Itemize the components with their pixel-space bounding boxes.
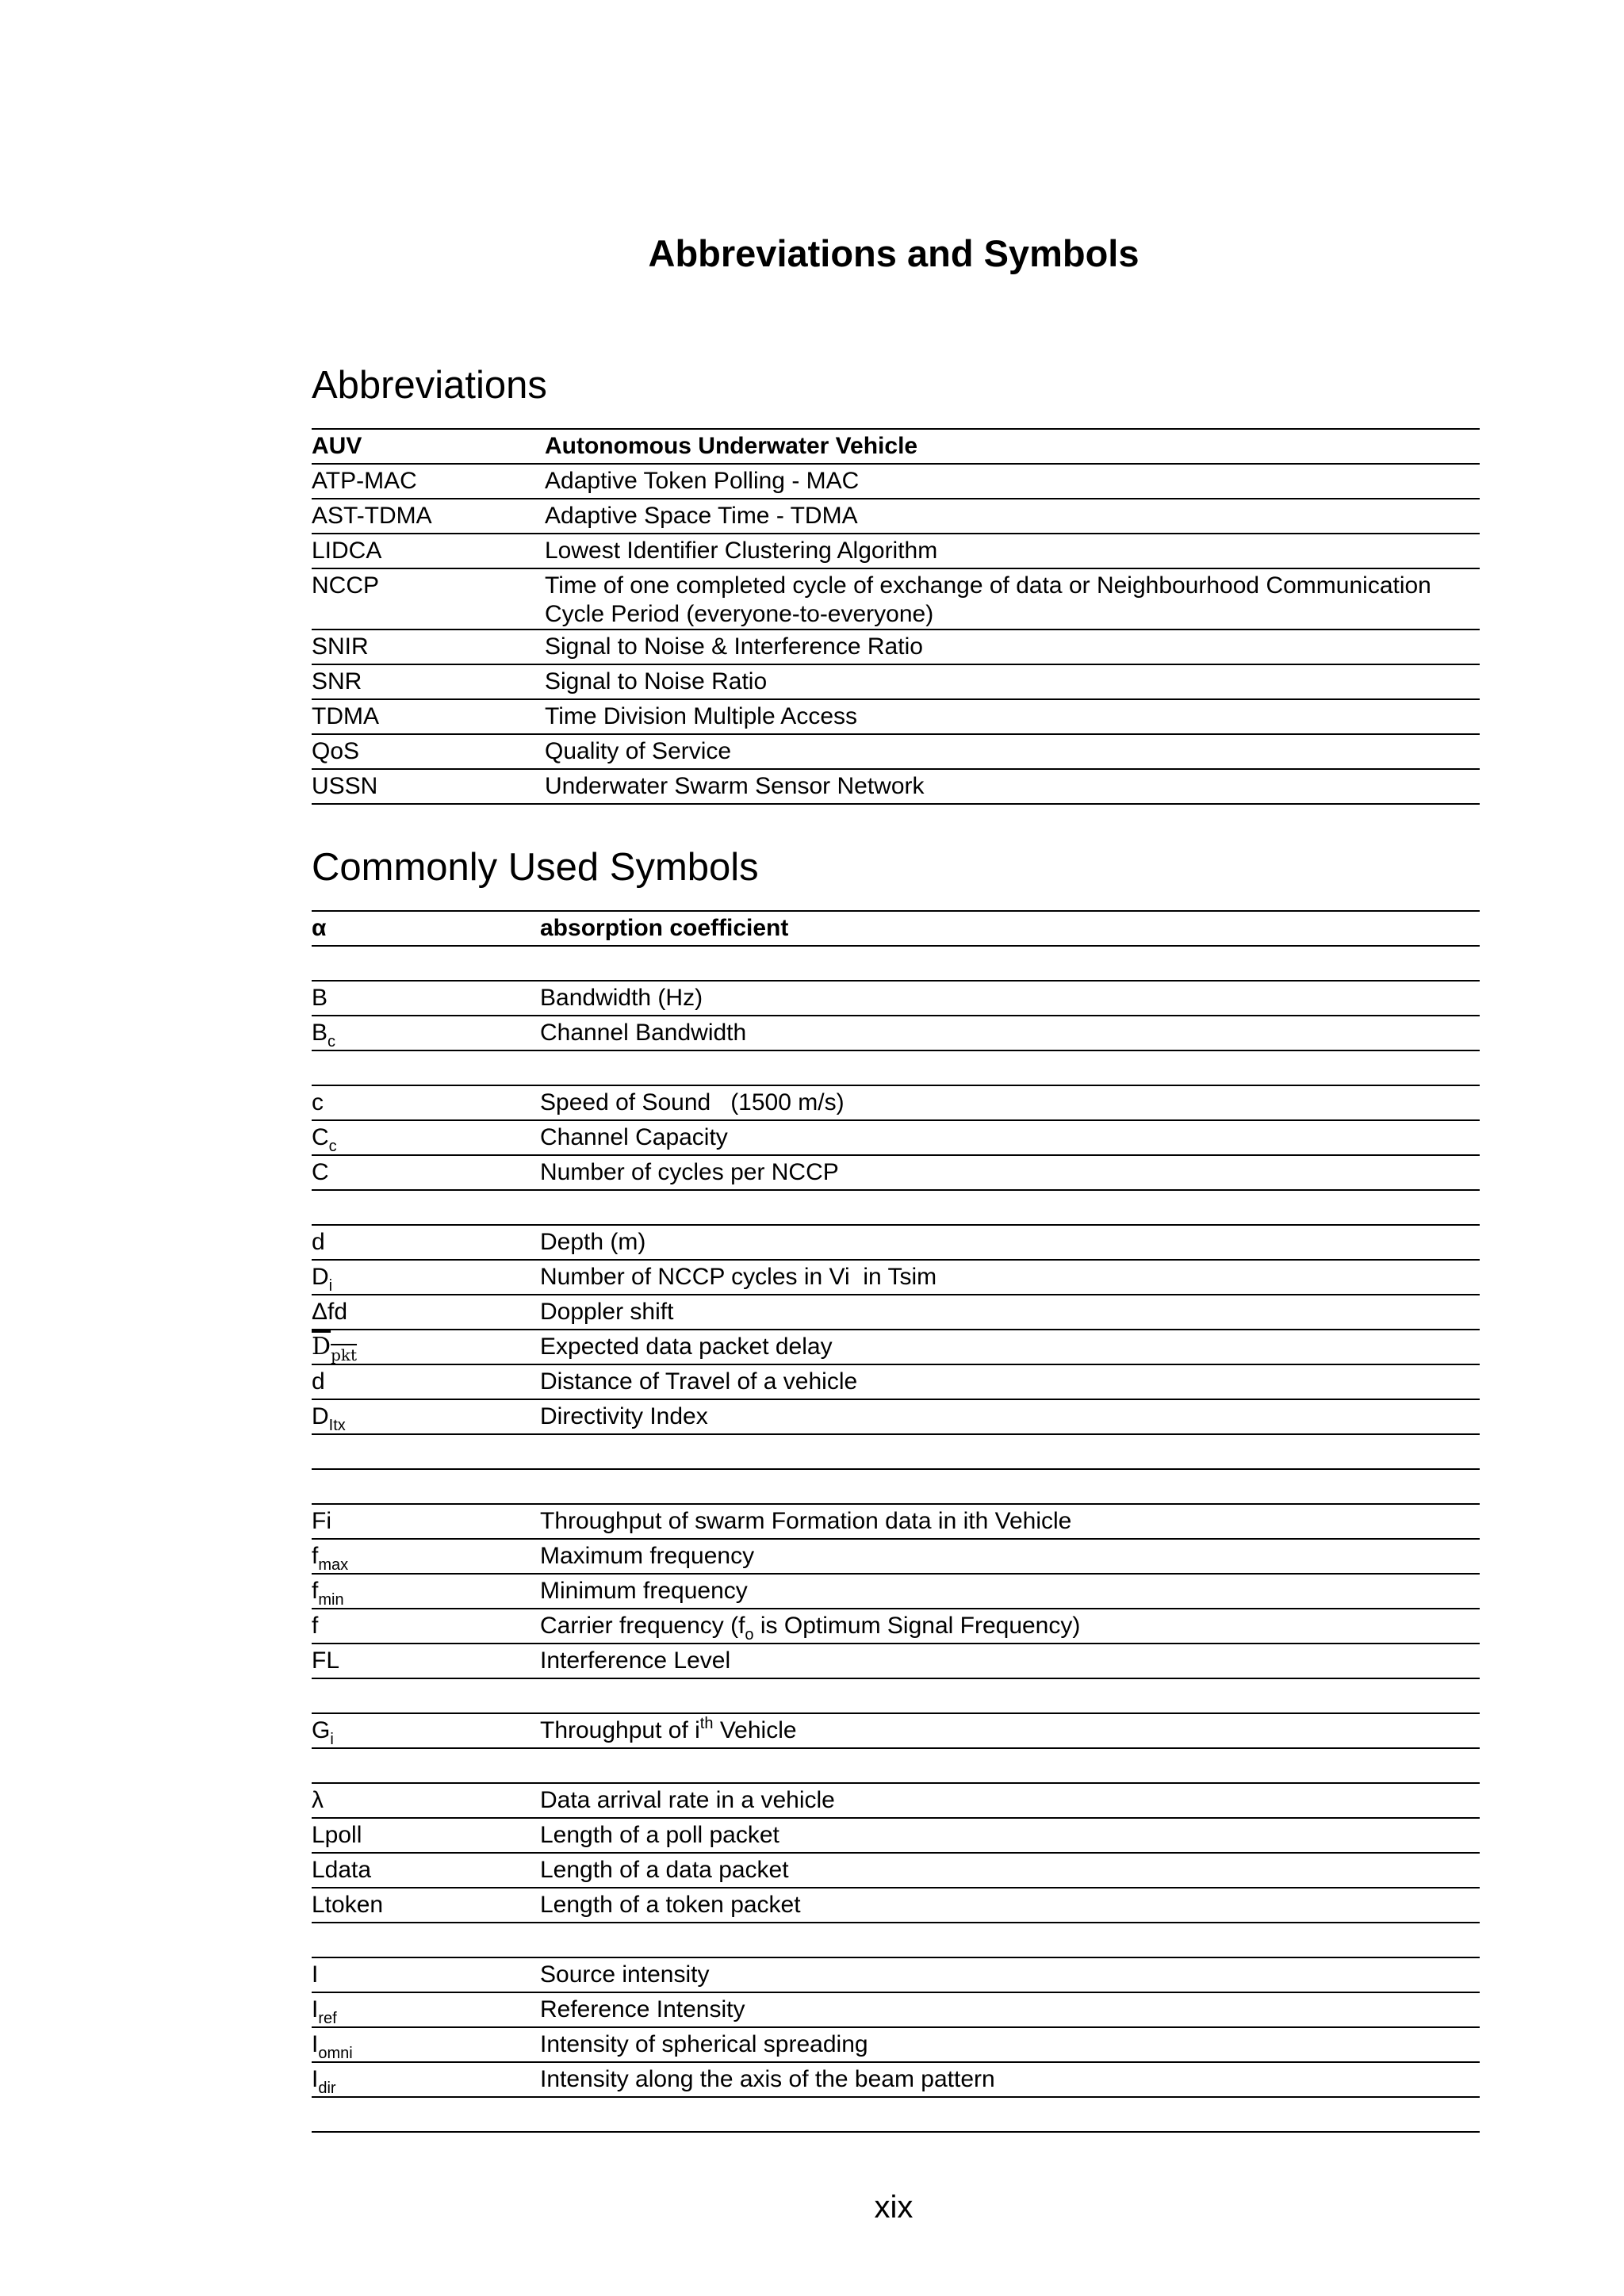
blank-row (312, 1678, 1480, 1713)
symbol-subscript: omni (318, 2045, 353, 2062)
table-row (312, 1016, 1480, 1050)
symbols-table (312, 910, 1480, 2133)
table-row (312, 1399, 1480, 1434)
symbol-term: I (312, 1957, 540, 1992)
symbol-base: B (312, 1020, 328, 1046)
table-row (312, 1364, 1480, 1399)
symbol-definition (540, 1713, 1480, 1748)
symbol-base: I (312, 2031, 319, 2057)
symbol-definition: Minimum frequency (540, 1574, 1480, 1609)
definition-subscript: o (745, 1626, 754, 1644)
symbol-term: Lpoll (312, 1818, 540, 1853)
abbreviation-definition: Adaptive Token Polling - MAC (540, 464, 1480, 499)
table-row (312, 429, 1480, 464)
symbol-term (312, 1120, 540, 1155)
table-row (312, 1330, 1480, 1364)
blank-row (312, 1050, 1480, 1085)
abbreviation-definition: Underwater Swarm Sensor Network (540, 769, 1480, 804)
table-row (312, 1609, 1480, 1644)
symbol-term (312, 1992, 540, 2027)
symbol-term: Ldata (312, 1853, 540, 1888)
symbol-base: D (312, 1403, 329, 1429)
definition-text: Vehicle (713, 1717, 797, 1743)
symbol-base: I (312, 2066, 319, 2092)
symbol-definition: Length of a data packet (540, 1853, 1480, 1888)
table-row (312, 1504, 1480, 1539)
symbol-subscript: i (330, 1731, 334, 1748)
symbol-definition: Expected data packet delay (540, 1330, 1480, 1364)
symbol-definition: Channel Bandwidth (540, 1016, 1480, 1050)
symbol-base: G (312, 1717, 331, 1743)
symbol-term: Ltoken (312, 1888, 540, 1923)
symbol-base: f (312, 1578, 319, 1604)
symbol-subscript: pkt (331, 1345, 358, 1364)
table-row (312, 1155, 1480, 1190)
abbreviation-term: SNR (312, 664, 540, 699)
symbol-definition (540, 1609, 1480, 1644)
table-row (312, 2062, 1480, 2097)
symbol-term: FL (312, 1644, 540, 1678)
symbol-definition: Source intensity (540, 1957, 1480, 1992)
table-row (312, 1644, 1480, 1678)
abbreviation-definition: Signal to Noise Ratio (540, 664, 1480, 699)
blank-row (312, 1923, 1480, 1957)
symbol-term (312, 1330, 540, 1364)
symbol-definition: Intensity of spherical spreading (540, 2027, 1480, 2062)
symbol-definition: Length of a poll packet (540, 1818, 1480, 1853)
symbol-term: c (312, 1085, 540, 1120)
abbreviation-definition: Time of one completed cycle of exchange of data or Neighbourhood Communication Cycle Period (everyone-to-everyone) (540, 568, 1480, 629)
definition-text: is Optimum Signal Frequency) (753, 1613, 1081, 1639)
definition-text: Throughput of i (540, 1717, 700, 1743)
symbol-subscript: ref (318, 2010, 337, 2027)
table-row (312, 1713, 1480, 1748)
blank-row (312, 1190, 1480, 1225)
table-row (312, 2027, 1480, 2062)
table-row (312, 981, 1480, 1016)
table-row (312, 1120, 1480, 1155)
symbol-term: λ (312, 1783, 540, 1818)
abbreviation-term: AUV (312, 429, 540, 464)
abbreviation-definition: Quality of Service (540, 734, 1480, 769)
table-row (312, 1539, 1480, 1574)
symbol-base: f (312, 1543, 319, 1569)
symbol-term: B (312, 981, 540, 1016)
table-row (312, 664, 1480, 699)
abbreviations-table (312, 428, 1480, 805)
blank-row (312, 946, 1480, 981)
page-number: xix (874, 2190, 914, 2225)
symbol-base: I (312, 1996, 319, 2022)
table-row (312, 1818, 1480, 1853)
symbol-term (312, 1016, 540, 1050)
table-row (312, 1853, 1480, 1888)
table-row (312, 629, 1480, 664)
symbol-base: C (312, 1124, 329, 1150)
blank-row (312, 1469, 1480, 1504)
table-row (312, 1783, 1480, 1818)
symbol-definition: absorption coefficient (540, 911, 1480, 946)
symbol-subscript: i (328, 1277, 333, 1295)
symbol-term (312, 1399, 540, 1434)
symbol-base: D (312, 1264, 329, 1290)
symbol-definition: Number of cycles per NCCP (540, 1155, 1480, 1190)
symbol-subscript: Itx (328, 1417, 346, 1434)
abbreviation-definition: Lowest Identifier Clustering Algorithm (540, 534, 1480, 568)
table-row (312, 464, 1480, 499)
symbol-term: d (312, 1364, 540, 1399)
table-row (312, 1225, 1480, 1260)
symbol-term: f (312, 1609, 540, 1644)
symbol-subscript: c (327, 1033, 336, 1050)
blank-row (312, 1434, 1480, 1469)
symbol-subscript: max (318, 1556, 349, 1574)
symbol-subscript: dir (318, 2080, 336, 2097)
symbol-definition: Intensity along the axis of the beam pattern (540, 2062, 1480, 2097)
symbol-term (312, 1574, 540, 1609)
abbreviation-term: QoS (312, 734, 540, 769)
abbreviation-term: ATP-MAC (312, 464, 540, 499)
symbol-definition: Doppler shift (540, 1295, 1480, 1330)
abbreviation-definition: Signal to Noise & Interference Ratio (540, 629, 1480, 664)
definition-superscript: th (699, 1715, 714, 1732)
symbol-subscript: min (318, 1591, 344, 1609)
table-row (312, 1295, 1480, 1330)
page-title: Abbreviations and Symbols (648, 232, 1139, 274)
symbol-term: C (312, 1155, 540, 1190)
symbol-term (312, 2027, 540, 2062)
symbol-definition: Number of NCCP cycles in Vi in Tsim (540, 1260, 1480, 1295)
symbol-term (312, 2062, 540, 2097)
blank-row (312, 2097, 1480, 2132)
table-row (312, 1992, 1480, 2027)
symbol-definition: Throughput of swarm Formation data in ith Vehicle (540, 1504, 1480, 1539)
abbreviation-definition: Autonomous Underwater Vehicle (540, 429, 1480, 464)
table-row (312, 568, 1480, 629)
symbols-heading: Commonly Used Symbols (312, 846, 759, 889)
symbol-base: $\overline{D}$ (312, 1333, 331, 1360)
symbol-definition: Data arrival rate in a vehicle (540, 1783, 1480, 1818)
symbol-definition: Speed of Sound (1500 m/s) (540, 1085, 1480, 1120)
symbol-definition: Bandwidth (Hz) (540, 981, 1480, 1016)
table-row (312, 1957, 1480, 1992)
table-row (312, 1574, 1480, 1609)
symbol-definition: Channel Capacity (540, 1120, 1480, 1155)
table-row (312, 1888, 1480, 1923)
symbol-definition: Depth (m) (540, 1225, 1480, 1260)
symbol-definition: Length of a token packet (540, 1888, 1480, 1923)
table-row (312, 1085, 1480, 1120)
table-row (312, 499, 1480, 534)
abbreviations-section (312, 362, 1480, 805)
abbreviation-term: NCCP (312, 568, 540, 629)
symbol-term: d (312, 1225, 540, 1260)
abbreviation-term: AST-TDMA (312, 499, 540, 534)
symbol-definition: Distance of Travel of a vehicle (540, 1364, 1480, 1399)
abbreviation-term: LIDCA (312, 534, 540, 568)
symbols-section (312, 844, 1480, 2133)
table-row (312, 1260, 1480, 1295)
symbol-term (312, 1713, 540, 1748)
abbreviation-term: TDMA (312, 699, 540, 734)
table-row (312, 911, 1480, 946)
symbol-definition: Reference Intensity (540, 1992, 1480, 2027)
abbreviation-term: USSN (312, 769, 540, 804)
abbreviations-heading: Abbreviations (312, 364, 547, 407)
abbreviation-definition: Time Division Multiple Access (540, 699, 1480, 734)
symbol-term: Δfd (312, 1295, 540, 1330)
abbreviation-definition: Adaptive Space Time - TDMA (540, 499, 1480, 534)
symbol-definition: Maximum frequency (540, 1539, 1480, 1574)
table-row (312, 769, 1480, 804)
symbol-term (312, 1539, 540, 1574)
symbol-definition: Interference Level (540, 1644, 1480, 1678)
abbreviation-term: SNIR (312, 629, 540, 664)
symbol-subscript: c (328, 1138, 337, 1155)
table-row (312, 699, 1480, 734)
definition-text: Carrier frequency (f (540, 1613, 745, 1639)
symbol-term: α (312, 911, 540, 946)
symbol-term: Fi (312, 1504, 540, 1539)
table-row (312, 734, 1480, 769)
symbol-definition: Directivity Index (540, 1399, 1480, 1434)
blank-row (312, 1748, 1480, 1783)
symbol-term (312, 1260, 540, 1295)
table-row (312, 534, 1480, 568)
